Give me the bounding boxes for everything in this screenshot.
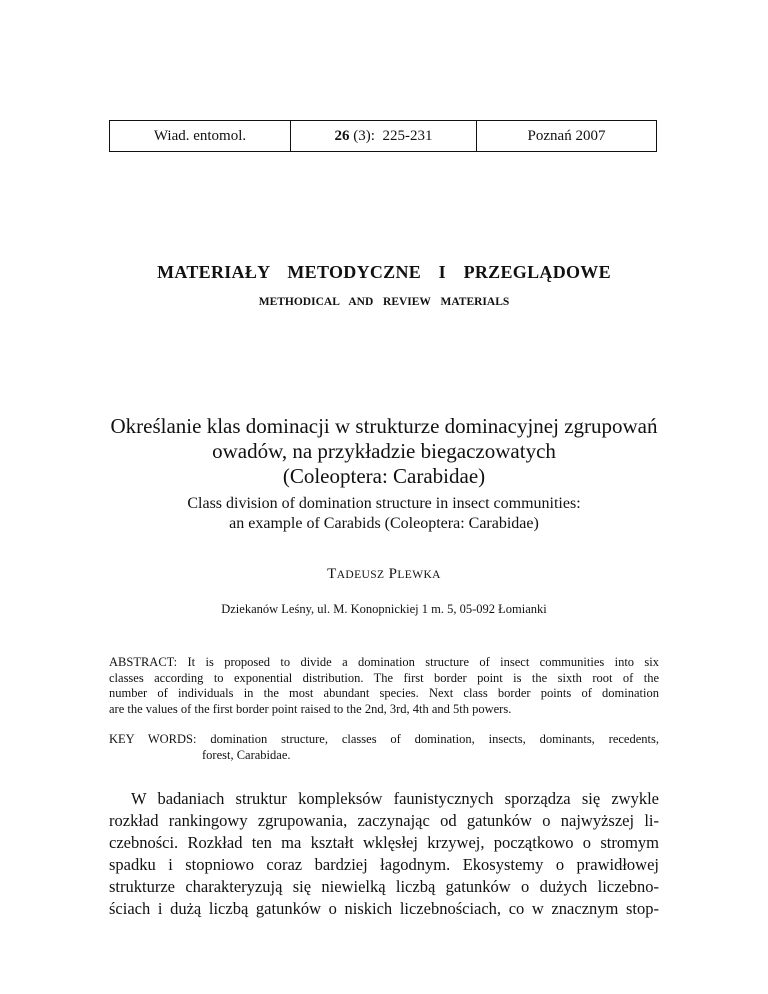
- issue-pages: (3): 225-231: [349, 127, 433, 144]
- key-words: [109, 732, 659, 763]
- journal-name: Wiad. entomol.: [110, 121, 291, 151]
- body-paragraph: [109, 788, 659, 920]
- abstract-line: classes according to exponential distribution. The first border point is the sixth root of the: [109, 670, 659, 685]
- article-title-english: [84, 494, 684, 534]
- body-line: ściach i dużą liczbą gatunków o niskich liczebnościach, co w znacznym stop-: [109, 899, 659, 918]
- abstract-line: number of individuals in the most abundant species. Next class border points of domination: [109, 686, 659, 700]
- title-pl-line: (Coleoptera: Carabidae): [282, 464, 486, 488]
- abstract-line: are the values of the first border point raised to the 2nd, 3rd, 4th and 5th powers.: [109, 701, 512, 716]
- title-pl-line: owadów, na przykładzie biegaczowatych: [212, 439, 556, 463]
- section-title: MATERIAŁY METODYCZNE I PRZEGLĄDOWE: [157, 262, 611, 282]
- journal-header-box: [109, 120, 657, 152]
- abstract-line: ABSTRACT: It is proposed to divide a domination structure of insect communities into six: [109, 655, 659, 669]
- body-line: czebności. Rozkład ten ma kształt wklęsłej krzywej, początkowo o stromym: [109, 833, 659, 852]
- abstract: [109, 655, 659, 717]
- section-subtitle: METHODICAL AND REVIEW MATERIALS: [258, 296, 510, 308]
- author-last-initial: P: [388, 566, 398, 582]
- volume-issue-pages: [291, 121, 477, 151]
- title-pl-line: Określanie klas dominacji w strukturze dominacyjnej zgrupowań: [110, 414, 658, 438]
- author-affiliation: Dziekanów Leśny, ul. M. Konopnickiej 1 m. 5, 05-092 Łomianki: [221, 602, 547, 616]
- body-line: rozkład rankingowy zgrupowania, zaczynając od gatunków o najwyższej li-: [109, 811, 659, 830]
- keywords-line: forest, Carabidae.: [202, 747, 291, 762]
- author-first-initial: T: [327, 566, 337, 582]
- title-en-line: an example of Carabids (Coleoptera: Carabidae): [229, 515, 539, 532]
- author-name: [0, 566, 768, 583]
- volume-number: 26: [334, 127, 350, 144]
- article-title-polish: [84, 414, 684, 489]
- keywords-line: KEY WORDS: domination structure, classes of domination, insects, dominants, recedents,: [109, 732, 659, 746]
- body-line: strukturze charakteryzują się niewielką liczbą gatunków o dużych liczebno-: [109, 877, 659, 896]
- body-line: W badaniach struktur kompleksów faunistycznych sporządza się zwykle: [131, 789, 659, 808]
- author-first-rest: ADEUSZ: [336, 569, 385, 581]
- author-last-rest: LEWKA: [397, 569, 441, 581]
- body-line: spadku i stopniowo coraz bardziej łagodnym. Ekosystemy o prawidłowej: [109, 855, 659, 874]
- title-en-line: Class division of domination structure in insect communities:: [187, 495, 581, 512]
- place-year: Poznań 2007: [527, 127, 606, 144]
